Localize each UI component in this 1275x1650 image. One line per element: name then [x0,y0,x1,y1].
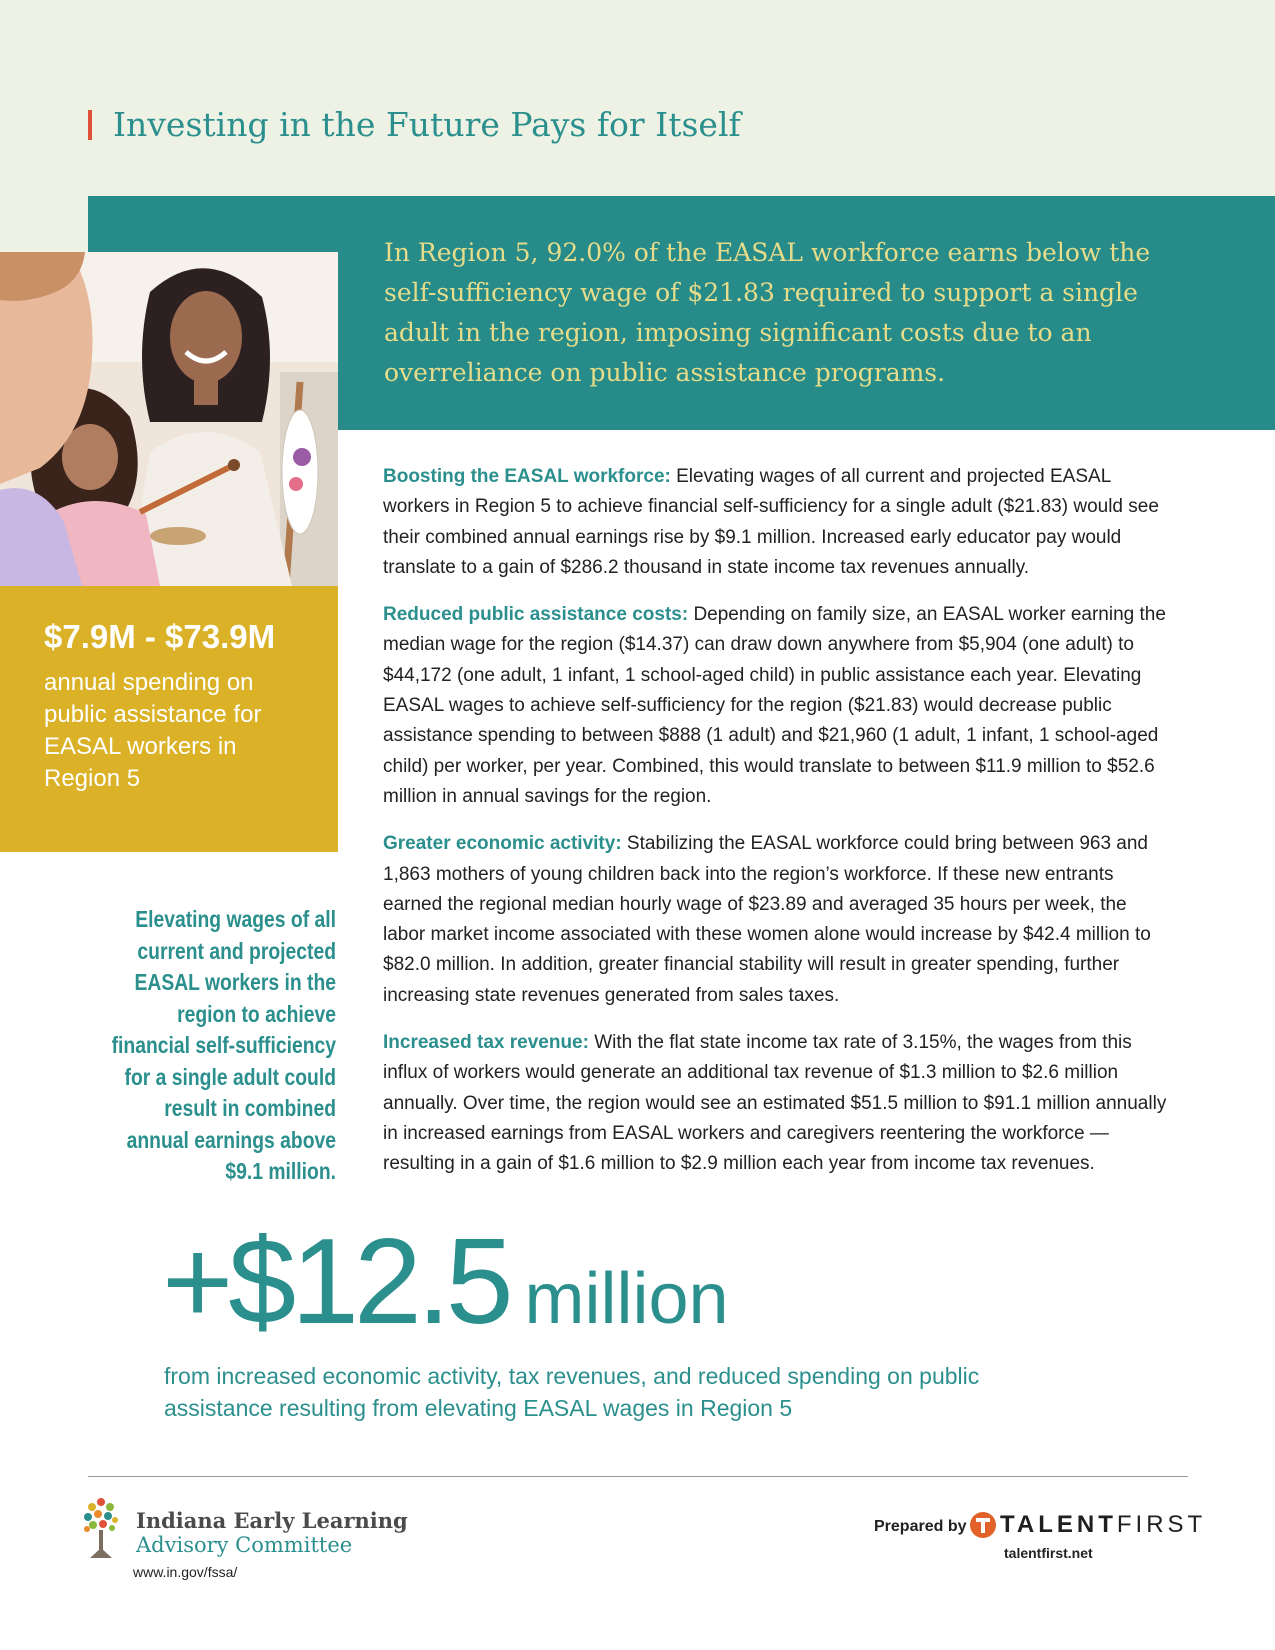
section-text: Depending on family size, an EASAL worker earning the median wage for the region ($14.37) can draw down anywhere from $5,904 (one adult) to $44,172 (one adult, 1 infant, 1 school-aged child) in public assistance each year. Elevating EASAL wages to achieve self-sufficiency for the region ($21.83) would decrease public assistance spending to between $888 (1 adult) and $21,960 (1 adult, 1 infant, 1 school-aged child) per worker, per year. Combined, this would translate to between $11.9 million to $52.6 million in annual savings for the region. [383,604,1166,807]
left-tint-band [0,196,88,252]
wordmark-talent: TALENT [1000,1511,1117,1538]
section-heading: Greater economic activity: [383,833,622,855]
section-text: With the flat state income tax rate of 3.15%, the wages from this influx of workers would generate an additional tax revenue of $1.3 million to $2.6 million annually. Over time, the region would see an estimated $51.5 million to $91.1 million annually in increased earnings from EASAL workers and caregivers reentering the workforce — resulting in a gain of $1.6 million to $2.9 million each year from income tax revenues. [383,1032,1167,1175]
page-header [88,105,741,144]
talentfirst-url: talentfirst.net [1004,1545,1093,1561]
section-heading: Reduced public assistance costs: [383,604,689,626]
section-tax-revenue [383,1028,1168,1179]
wordmark-first: FIRST [1116,1511,1207,1538]
section-text: Elevating wages of all current and projected EASAL workers in Region 5 to achieve financial self-sufficiency for a single adult ($21.83) would see their combined annual earnings rise by $9.1 million. Increased early educator pay would translate to a gain of $286.2 thousand in state income tax revenues annually. [383,466,1159,578]
section-reduced-assistance [383,600,1168,812]
headline-stat-number: +$12.5 [162,1213,509,1349]
prepared-by-label: Prepared by [874,1518,967,1535]
headline-stat-unit: million [524,1259,729,1339]
spending-description: annual spending on public assistance for EASAL workers in Region 5 [44,669,262,792]
footer-divider [88,1476,1188,1477]
header-band [0,0,1275,196]
section-economic-activity [383,829,1168,1011]
article-body [383,462,1168,1197]
section-heading: Boosting the EASAL workforce: [383,466,671,487]
org-url: www.in.gov/fssa/ [133,1564,238,1580]
tree-logo-icon [84,1496,118,1560]
page-title: Investing in the Future Pays for Itself [113,105,741,144]
photo-illustration [0,252,338,586]
section-heading: Increased tax revenue: [383,1032,589,1054]
talentfirst-wordmark [1000,1511,1206,1539]
section-boosting-workforce [383,462,1168,583]
org-name-line1: Indiana Early Learning [136,1508,408,1533]
talentfirst-logo-icon [970,1512,996,1538]
headline-stat [162,1213,729,1349]
section-text: Stabilizing the EASAL workforce could bring between 963 and 1,863 mothers of young children back into the region’s workforce. If these new entrants earned the regional median hourly wage of $23.89 and averaged 35 hours per week, the labor market income associated with these women alone would increase by $42.4 million to $82.0 million. In addition, greater financial stability will result in greater spending, further increasing state revenues generated from sales taxes. [383,833,1151,1006]
spending-range: $7.9M - $73.9M [44,618,276,655]
banner-text: In Region 5, 92.0% of the EASAL workforce earns below the self-sufficiency wage of $21.83 required to support a single adult in the region, imposing significant costs due to an overreliance on public assistance programs. [384,238,1151,387]
pull-quote: Elevating wages of all current and projected EASAL workers in the region to achieve financial self-sufficiency for a single adult could result in combined annual earnings above $9.1 million. [111,906,337,1184]
headline-stat-caption: from increased economic activity, tax revenues, and reduced spending on public assistance resulting from elevating EASAL wages in Region 5 [164,1363,980,1421]
org-name-line2: Advisory Committee [136,1533,353,1557]
title-accent-bar [88,110,92,140]
woman-and-children-painting-photo [0,252,338,586]
